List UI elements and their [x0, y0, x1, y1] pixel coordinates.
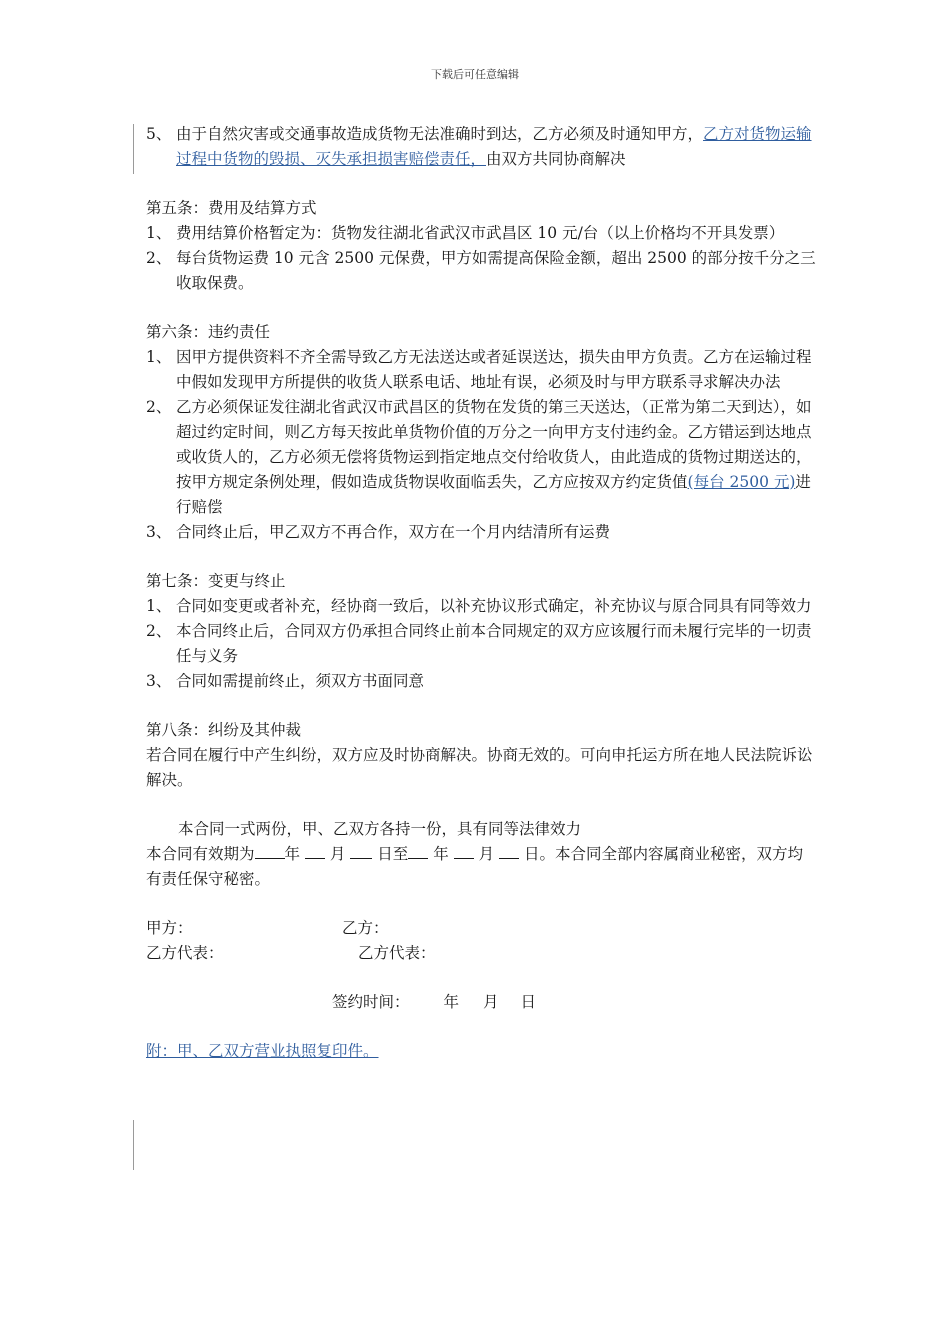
- revision-bar-top: [133, 124, 134, 174]
- clause7-item-2: [146, 619, 816, 669]
- sign-time-line: [146, 990, 816, 1015]
- clause6-item-3: [146, 520, 816, 545]
- page-header: 下载后可任意编辑: [431, 68, 519, 81]
- contract-body: [146, 122, 816, 1064]
- text-after: 进行赔偿: [176, 473, 811, 516]
- item-number: 5、: [146, 125, 172, 143]
- clause6-item-2: [146, 395, 816, 520]
- compensation-link[interactable]: (每台 2500 元): [687, 473, 796, 491]
- representative-right-label: 乙方代表：: [358, 944, 436, 962]
- clause7-item-3: [146, 669, 816, 694]
- representative-left-label: 乙方代表：: [146, 944, 224, 962]
- item-text: [176, 122, 816, 172]
- item-text: 每台货物运费 10 元含 2500 元保费，甲方如需提高保险金额，超出 2500 的部分按千分之三收取保费。: [176, 249, 816, 292]
- item-text: 合同终止后，甲乙双方不再合作，双方在一个月内结清所有运费: [176, 523, 611, 541]
- validity-suffix: 日。本合同全部内容属商业秘密，双方均有责任保守秘密。: [146, 845, 804, 888]
- spacer: [146, 793, 816, 817]
- item-text: 因甲方提供资料不齐全需导致乙方无法送达或者延误送达，损失由甲方负责。乙方在运输过程中假如发现甲方所提供的收货人联系电话、地址有误，必须及时与甲方联系寻求解决办法: [176, 348, 812, 391]
- start-year-blank[interactable]: [255, 842, 285, 859]
- text-after: 由双方共同协商解决: [486, 150, 626, 168]
- month-label: 月: [329, 845, 346, 863]
- item-number: 3、: [146, 523, 172, 541]
- item-number: 1、: [146, 224, 172, 242]
- attachment-note: [146, 1039, 816, 1064]
- spacer: [146, 172, 816, 196]
- end-month-blank[interactable]: [454, 842, 474, 859]
- start-month-blank[interactable]: [305, 842, 325, 859]
- validity-statement: [146, 842, 816, 892]
- clause7-title: 第七条：变更与终止: [146, 572, 286, 590]
- end-year-blank[interactable]: [408, 842, 428, 859]
- year-label: 年: [284, 845, 301, 863]
- party-row: [146, 916, 816, 941]
- item-text: 费用结算价格暂定为：货物发往湖北省武汉市武昌区 10 元/台（以上价格均不开具发票）: [176, 224, 785, 242]
- revision-bar-bottom: [133, 1120, 134, 1170]
- spacer: [146, 1015, 816, 1039]
- copies-statement: 本合同一式两份，甲、乙双方各持一份，具有同等法律效力: [178, 820, 582, 838]
- item-text: 本合同终止后，合同双方仍承担合同终止前本合同规定的双方应该履行而未履行完毕的一切责任与义务: [176, 622, 812, 665]
- validity-prefix: 本合同有效期为: [146, 845, 255, 863]
- text-before: 由于自然灾害或交通事故造成货物无法准确时到达，乙方必须及时通知甲方，: [176, 125, 704, 143]
- clause6-title: 第六条：违约责任: [146, 323, 271, 341]
- year-label: 年: [433, 845, 449, 863]
- sign-month-label: 月: [483, 993, 499, 1011]
- item-number: 3、: [146, 672, 172, 690]
- clause5-item-2: [146, 246, 816, 296]
- spacer: [146, 694, 816, 718]
- clause6-item-1: [146, 345, 816, 395]
- item-number: 2、: [146, 398, 172, 416]
- month-label: 月: [478, 845, 495, 863]
- spacer: [146, 545, 816, 569]
- sign-year-label: 年: [443, 993, 460, 1011]
- item-text: 合同如变更或者补充，经协商一致后，以补充协议形式确定，补充协议与原合同具有同等效力: [176, 597, 812, 615]
- sign-time-label: 签约时间：: [332, 993, 410, 1011]
- day-to-label: 日至: [377, 845, 409, 863]
- clause8-text: 若合同在履行中产生纠纷，双方应及时协商解决。协商无效的。可向申托运方所在地人民法院诉讼解决。: [146, 746, 813, 789]
- spacer: [146, 892, 816, 916]
- sign-day-label: 日: [520, 993, 537, 1011]
- item-text: 合同如需提前终止，须双方书面同意: [176, 672, 425, 690]
- spacer: [146, 966, 816, 990]
- start-day-blank[interactable]: [350, 842, 372, 859]
- clause4-item-5: [146, 122, 816, 172]
- item-number: 2、: [146, 249, 172, 267]
- item-number: 2、: [146, 622, 172, 640]
- clause7-item-1: [146, 594, 816, 619]
- item-number: 1、: [146, 348, 172, 366]
- attachment-link[interactable]: 附：甲、乙双方营业执照复印件。: [146, 1042, 379, 1060]
- clause5-item-1: [146, 221, 816, 246]
- party-a-label: 甲方：: [146, 919, 193, 937]
- end-day-blank[interactable]: [499, 842, 519, 859]
- spacer: [146, 296, 816, 320]
- item-text: [176, 395, 816, 520]
- representative-row: [146, 941, 816, 966]
- item-number: 1、: [146, 597, 172, 615]
- clause8-title: 第八条：纠纷及其仲裁: [146, 721, 302, 739]
- text-before: 乙方必须保证发往湖北省武汉市武昌区的货物在发货的第三天送达，（正常为第二天到达），如超过约定时间，则乙方每天按此单货物价值的万分之一向甲方支付违约金。乙方错运到达地点或收货人的，乙方必须无偿将货物运到指定地点交付给收货人，由此造成的货物过期送达的，按甲方规定条例处理，假如造成货物误收面临丢失，乙方应按双方约定货值: [176, 398, 812, 491]
- clause5-title: 第五条：费用及结算方式: [146, 199, 317, 217]
- party-b-label: 乙方：: [342, 919, 389, 937]
- liability-link[interactable]: 乙方对货物运输过程中货物的毁损、灭失承担损害赔偿责任，: [176, 125, 812, 168]
